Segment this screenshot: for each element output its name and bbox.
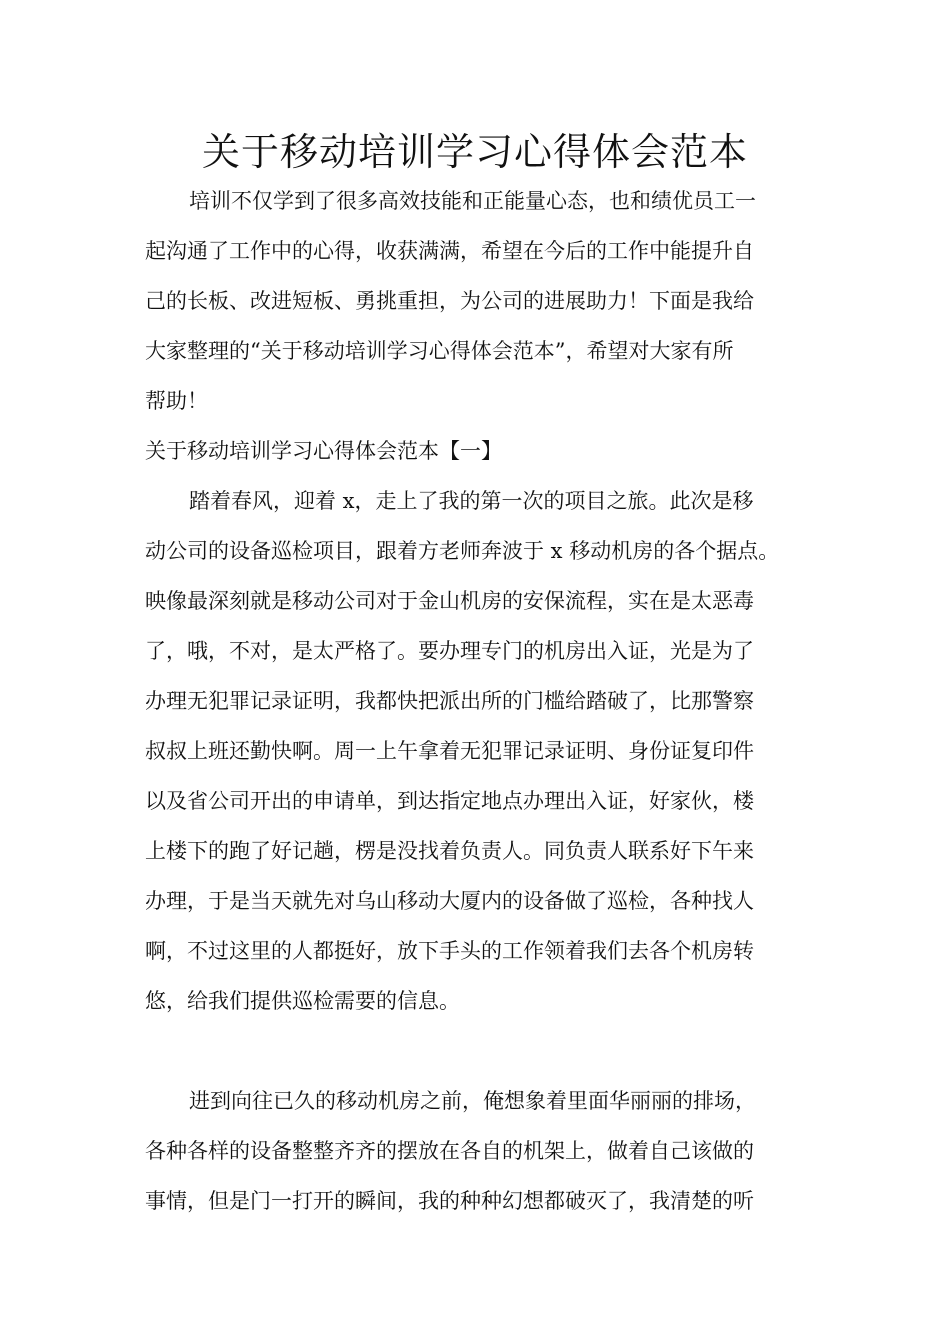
text-line: 己的长板、改进短板、勇挑重担，为公司的进展助力！下面是我给 [145, 289, 754, 313]
paragraph-two [145, 1076, 845, 1226]
text-line: 事情，但是门一打开的瞬间，我的种种幻想都破灭了，我清楚的听 [145, 1189, 754, 1213]
text-line: 踏着春风，迎着 x，走上了我的第一次的项目之旅。此次是移 [189, 489, 754, 513]
text-line: 各种各样的设备整整齐齐的摆放在各自的机架上，做着自己该做的 [145, 1139, 754, 1163]
text-line: 以及省公司开出的申请单，到达指定地点办理出入证，好家伙，楼 [145, 789, 754, 813]
document-title: 关于移动培训学习心得体会范本 [201, 130, 748, 174]
text-line: 进到向往已久的移动机房之前，俺想象着里面华丽丽的排场， [189, 1089, 756, 1113]
text-line: 办理，于是当天就先对乌山移动大厦内的设备做了巡检，各种找人 [145, 889, 754, 913]
text-line: 大家整理的“关于移动培训学习心得体会范本”，希望对大家有所 [145, 339, 734, 363]
section-heading-block [145, 426, 845, 476]
text-line: 动公司的设备巡检项目，跟着方老师奔波于 x 移动机房的各个据点。 [145, 539, 780, 563]
text-line: 映像最深刻就是移动公司对于金山机房的安保流程，实在是太恶毒 [145, 589, 754, 613]
text-line: 办理无犯罪记录证明，我都快把派出所的门槛给踏破了，比那警察 [145, 689, 754, 713]
text-line: 了，哦，不对，是太严格了。要办理专门的机房出入证，光是为了 [145, 639, 754, 663]
intro-paragraph [145, 176, 845, 426]
text-line: 帮助！ [145, 389, 208, 413]
text-line: 培训不仅学到了很多高效技能和正能量心态，也和绩优员工一 [189, 189, 756, 213]
section-heading: 关于移动培训学习心得体会范本【一】 [145, 439, 502, 463]
text-line: 啊，不过这里的人都挺好，放下手头的工作领着我们去各个机房转 [145, 939, 754, 963]
text-line: 上楼下的跑了好记趟，楞是没找着负责人。同负责人联系好下午来 [145, 839, 754, 863]
text-line: 起沟通了工作中的心得，收获满满，希望在今后的工作中能提升自 [145, 239, 754, 263]
paragraph-one [145, 476, 845, 1026]
text-line: 叔叔上班还勤快啊。周一上午拿着无犯罪记录证明、身份证复印件 [145, 739, 754, 763]
text-line: 悠，给我们提供巡检需要的信息。 [145, 989, 460, 1013]
